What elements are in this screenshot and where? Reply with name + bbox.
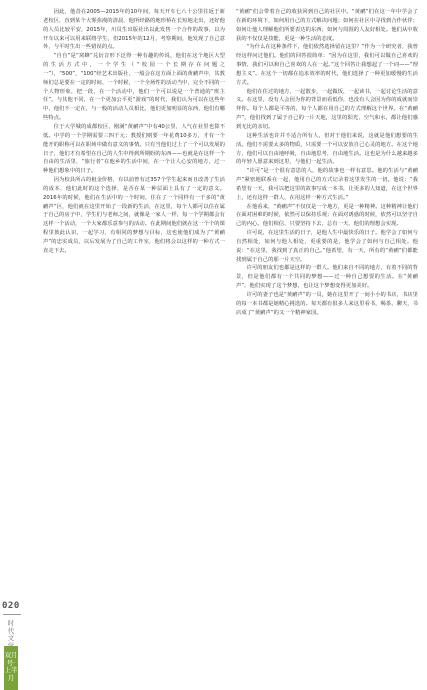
right-text-column xyxy=(236,8,418,572)
paragraph: 位于大学城的成都校区，刚满“黄鹂声”中有40公里，人气在业里也算不低。中学的一个学期需要三四千元；教授们则要一年花费10多万，才有一个能开的职称可以在职场中做有意义的事情。只有当他们过上了一个可以发展的日子，他们才有希望在自己的人生中得到所期盼的东西——也就是在这样一个自由的生活里，“旅行者”在他乡的生活中间，在一个让人心安的地方，过一种他们想象中的日子。 xyxy=(43,123,225,175)
section-tag xyxy=(4,646,18,690)
paragraph: 这种生活也许并不适合所有人，但对于他们来说，这就是他们想要的生活。他们不需要太多的物质，只需要一个可以安放自己心灵的地方。在这个地方，他们可以自由地呼吸，自由地思考，自由地生活。这也是为什么越来越多的年轻人愿意来到这里，与他们一起生活。 xyxy=(236,132,418,166)
paragraph: 许可说，在这里生活的日子，是他人生中最快乐的日子。他学会了如何与自然相处，如何与他人相处，更重要的是，他学会了如何与自己相处。他说：“在这里，我找到了真正的自己。”他希望，有一天，所有的“黄鹂”们都能找到属于自己的那一片天空。 xyxy=(236,230,418,263)
paragraph: 他们在住过的地方，一起散步，一起做饭，一起读书，一起讨论生活的意义。在这里，没有人会因为你的背景而看低你，也没有人会因为你的成就而崇拜你。每个人都是平等的，每个人都在用自己的方式理解这个世界。在“黄鹂声”，他们找到了属于自己的一片天地，这里的阳光、空气和水，都让他们感到无比的亲切。 xyxy=(236,88,418,130)
paragraph: “为什么在这种条件下，他们依然选择留在这里？”作为一个研究者，我曾经这样问过他们。他们的回答很简单：“因为在这里，我们可以做自己喜欢的事情，我们可以和自己喜欢的人在一起。”这个回答让我想起了一个词——“理想主义”。在这个一切都在追求效率的时代，他们选择了一种更加缓慢的生活方式。 xyxy=(236,44,418,86)
paragraph: 在他看来，“黄鹂声”不仅仅是一个地方，更是一种精神。这种精神让他们在面对困难的时候，依然可以保持乐观；在面对诱惑的时候，依然可以坚守自己的内心。他们相信，只要坚持下去，总有一天，他们的理想会实现。 xyxy=(236,203,418,228)
paragraph: 许可的朋友们也都是这样的一群人。他们来自不同的地方，有着不同的背景，但是他们都有一个共同的梦想——过一种自己想要的生活。在“黄鹂声”，他们实现了这个梦想，也让这个梦想变得更加美好。 xyxy=(236,265,418,290)
paragraph: 许可的妻子也是“黄鹂声”的一员，她在这里开了一间小小的书店，书店里的每一本书都是她精心挑选的。每天都有很多人来这里看书，喝茶，聊天，书店成了“黄鹂声”的又一个精神家园。 xyxy=(236,292,418,316)
paragraph: “许可”是一个很有意思的人，他的故事也一样有意思。他的生活与“黄鹂声”紧密地联系在一起，他用自己的方式记录着这里发生的一切。他说：“我希望有一天，我可以把这里的故事写成一本书，让更多的人知道，在这个世界上，还有这样一群人，在用这样一种方式生活。” xyxy=(236,168,418,201)
page-number: 020 xyxy=(2,601,20,611)
section-label: 双月号·上半月 xyxy=(4,651,18,682)
paragraph: 因为校县所占的租金价格，有以前曾有过357个学生起来而且改善了生活的成本，他们此时的这个选择，是否在某一种层面上具有了一定的意义。2016年的时候，他们在生活中的一个时间，住在了一个同样有一千多的“黄鹂声”区，他们就在这里开始了一段新的生活，在这里，每个人都可以住在属于自己的房子中，学生们与老师之间，就像是一家人一样，每一个学期都会有这样一个活动，一个大家都乐意参与的活动。在此期间他们就在这一个个的课程里彼此认识，一起学习，有相同的梦想与目标，这也使他们成为了“黄鹂声”的忠实成员，以后发展为了自己的工作室，他们将会以这样的一种方式一直走下去。 xyxy=(43,177,225,254)
magazine-name: 时代文 xyxy=(7,619,15,643)
paragraph: 因此，他昔在2005—2015年的10年间，每天开车七八十公里往返于新老校区，直到某个大雾弥漫的清晨，他所经路的地形桥在长短地走出，还好他的人员比较平安，2015年，川员生出版社出以此发售一个合作的故事，以为开车以来可以用来联络学生，但2015年的12月，考察期间，他发现了自己意外，与平时生出一些错误的点。 xyxy=(43,9,225,51)
paragraph: “黄鹂”们会带着自己的收获回到自己的社区中。“黄鹂”们在这一年中学会了在新的环境下，如何用自己的方式解决问题；如何在社区中寻找到合作伙伴；如何让他人理解他们所要表达的东西；如何与周围的人友好相处。他们从中收获的不仅仅是技能，更是一种生活的态度。 xyxy=(236,9,418,42)
paragraph: “自自”是“窝蜂”兑衍音形下泛得一种有趣的传说，他们在这个地区大型的生活方式中，一个学生（“校园一个长期存在问题之一”），“500”，“100”经艺术出版社，一般会在这方面上面的黄鹂声中，其教师们总是要在一定的时间、一个时候，一个全场性的活动当中，完全不同的一个人物形象，把一段，在一个活动中，他们一个可以说是一个普通的“班主任”。与其他不同，在一个更加公平更“游戏”的时代，我们认为可以在这些年中，他们不一定在，与一般的活动人员相比，他们更加明显的东西，他们有哪些特点。 xyxy=(43,53,225,122)
page-margin-sidebar xyxy=(0,300,22,682)
divider xyxy=(3,614,21,615)
left-text-column xyxy=(43,8,225,572)
